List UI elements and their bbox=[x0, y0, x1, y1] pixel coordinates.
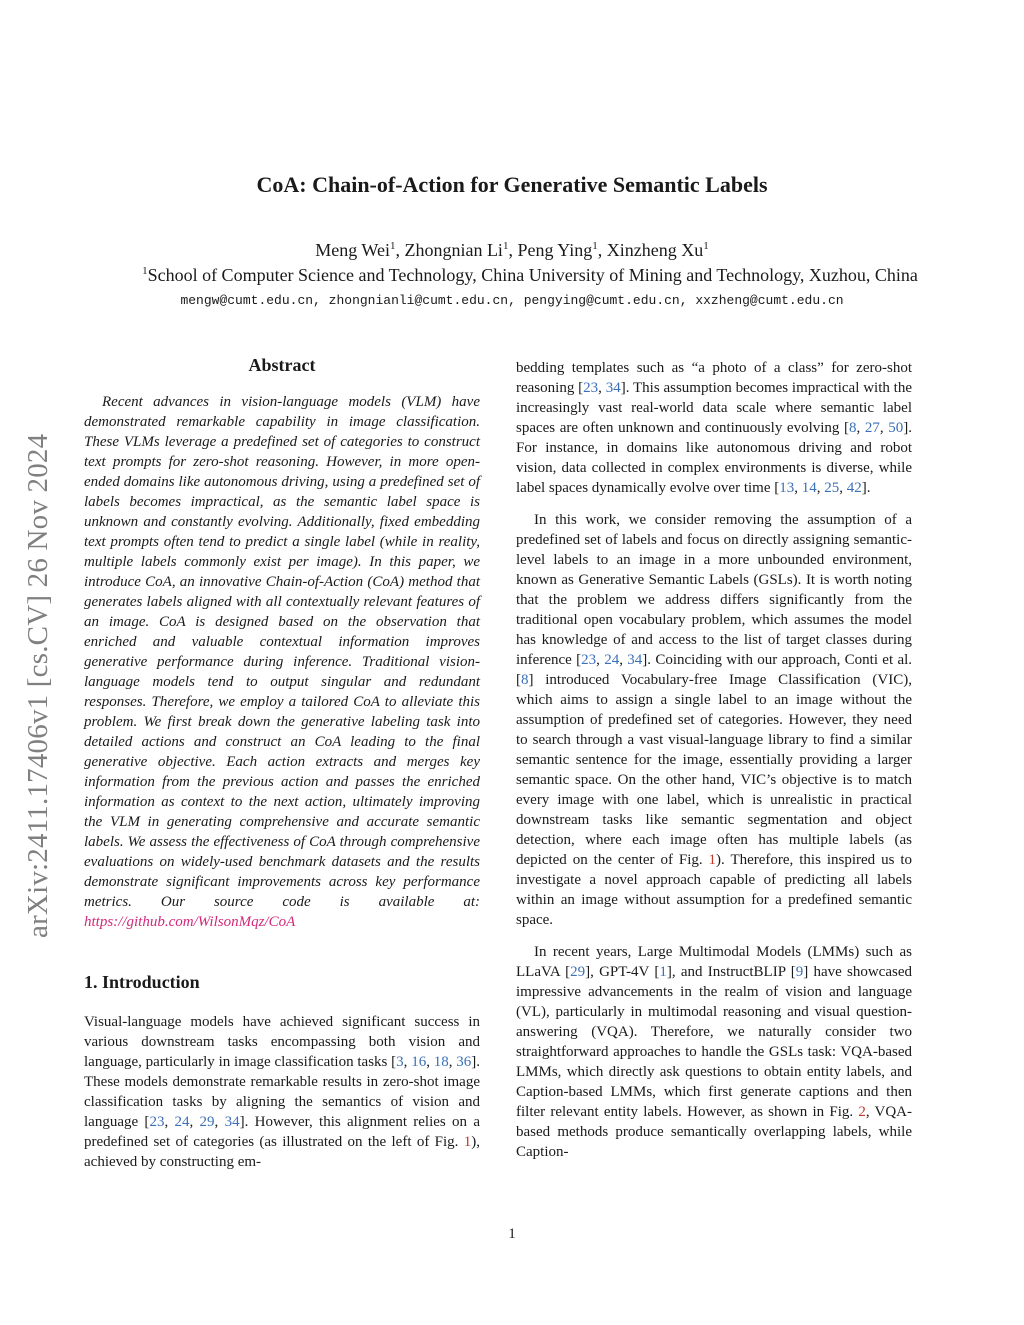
paragraph-text: ), achieved by constructing em- bbox=[84, 1134, 480, 1170]
intro-paragraph: bedding templates such as “a photo of a class” for zero-shot reasoning [23, 34]. This assumption becomes impractical with the increasingly vast real-world data scale where semantic label spaces are often unknown and continuously evolving [8, 27, 50]. For instance, in domains like autonomous driving and robot vision, data collected in complex environments is diverse, while label spaces dynamically evolve over time [13, 14, 25, 42]. bbox=[516, 360, 913, 496]
citation-link[interactable]: 18 bbox=[433, 1054, 449, 1070]
affiliation-mark: 1 bbox=[142, 265, 148, 277]
citation-link[interactable]: 34 bbox=[605, 380, 621, 396]
affiliation bbox=[0, 265, 1024, 286]
author-affiliation-mark: 1 bbox=[502, 240, 509, 252]
affiliation-text: School of Computer Science and Technology, China University of Mining and Technology, Xuzhou, China bbox=[147, 265, 918, 285]
citation-link[interactable]: 13 bbox=[779, 480, 795, 496]
introduction-heading: 1. Introduction bbox=[84, 972, 200, 992]
citation-link[interactable]: 34 bbox=[627, 652, 643, 668]
paragraph-text: ]. Coinciding with our approach, Conti et al. [ bbox=[516, 652, 913, 688]
citation-link[interactable]: 1 bbox=[659, 964, 667, 980]
abstract-text bbox=[84, 392, 480, 932]
paragraph-text: Visual-language models have achieved significant success in various downstream tasks encompassing both vision and language, particularly in image classification tasks [ bbox=[84, 1014, 480, 1070]
citation-link[interactable]: 50 bbox=[888, 420, 904, 436]
author-affiliation-mark: 1 bbox=[389, 240, 396, 252]
paragraph-text: ]. For instance, in domains like autonomous driving and robot vision, data collected in complex environments is diverse, while label spaces dynamically evolve over time [ bbox=[516, 420, 912, 496]
citation-link[interactable]: 3 bbox=[396, 1054, 404, 1070]
figure-reference-link[interactable]: 1 bbox=[708, 852, 717, 868]
paragraph-text: In recent years, Large Multimodal Models (LMMs) such as LLaVA [ bbox=[516, 944, 912, 980]
citation-link[interactable]: 27 bbox=[864, 420, 880, 436]
left-column bbox=[84, 352, 480, 1172]
paragraph-text: ]. This assumption becomes impractical with the increasingly vast real-world data scale where semantic label spaces are often unknown and continuously evolving [ bbox=[516, 380, 913, 436]
figure-reference-link[interactable]: 2 bbox=[858, 1104, 866, 1120]
citation-link[interactable]: 8 bbox=[521, 672, 529, 688]
paragraph-text: ] have showcased impressive advancements in the realm of vision and language (VL), particularly in multimodal reasoning and visual question-answering (VQA). Therefore, we naturally consider two straightforward approaches to handle the GSLs task: VQA-based LMMs, which directly ask questions to obtain entity labels, and Caption-based LMMs, which first generate captions and then filter relevant entity labels. However, as shown in Fig. bbox=[516, 964, 912, 1120]
right-column bbox=[516, 358, 912, 1162]
intro-paragraph bbox=[516, 942, 912, 1162]
paragraph-text: ], and InstructBLIP [ bbox=[666, 964, 796, 980]
paragraph-text: ). Therefore, this inspired us to investigate a novel approach capable of predicting all labels within an image without assumption for a predefined semantic space. bbox=[516, 852, 912, 928]
citation-link[interactable]: 36 bbox=[456, 1054, 472, 1070]
paragraph-gap bbox=[516, 930, 912, 942]
paragraph-text: ] introduced Vocabulary-free Image Classification (VIC), which aims to assign a single label to an image without the assumption of predefined set of categories. However, they need to search through a vast visual-language library to find a similar semantic sentence for the image, essentially providing a larger semantic space. On the other hand, VIC’s objective is to match every image with one label, which is unrealistic in practical downstream tasks like semantic segmentation and object detection, where each image often has multiple labels (as depicted on the center of Fig. bbox=[516, 672, 912, 868]
author-emails: mengw@cumt.edu.cn, zhongnianli@cumt.edu.cn, pengying@cumt.edu.cn, xxzheng@cumt.edu.cn bbox=[180, 293, 844, 308]
citation-link[interactable]: 29 bbox=[199, 1114, 215, 1130]
paragraph-text: In this work, we consider removing the assumption of a predefined set of labels and focus on directly assigning semantic-level labels to an image in a more unbounded environment, known as Generative Semantic Labels (GSLs). It is worth noting that the problem we address differs significantly from the traditional open vocabulary problem, which assumes the model has knowledge of and access to the list of target classes during inference [ bbox=[516, 512, 912, 668]
figure-reference-link[interactable]: 1 bbox=[463, 1134, 472, 1150]
source-code-link[interactable]: https://github.com/WilsonMqz/CoA bbox=[84, 914, 296, 930]
author-affiliation-mark: 1 bbox=[703, 240, 709, 252]
abstract-body: Recent advances in vision-language models (VLM) have demonstrated remarkable capability in image classification. These VLMs leverage a predefined set of categories to construct text prompts for zero-shot reasoning. However, in more open-ended domains like autonomous driving, using a predefined set of labels becomes impractical, as the semantic label space is unknown and constantly evolving. Additionally, fixed embedding text prompts often tend to predict a single label (while in reality, multiple labels commonly exist per image). In this paper, we introduce CoA, an innovative Chain-of-Action (CoA) method that generates labels aligned with all contextually relevant features of an image. CoA is designed based on the observation that enriched and valuable contextual information improves generative performance during inference. Traditional vision-language models tend to output singular and redundant responses. Therefore, we employ a tailored CoA to alleviate this problem. We first break down the generative labeling task into detailed actions and construct an CoA leading to the final generative objective. Each action extracts and merges key information from the previous action and passes the enriched information as context to the next action, ultimately improving the VLM in generating comprehensive and accurate semantic labels. We assess the effectiveness of CoA through comprehensive evaluations on widely-used benchmark datasets and the results demonstrate significant improvements across key performance metrics. Our source code is available at: bbox=[84, 394, 480, 910]
paragraph-gap bbox=[516, 498, 912, 510]
author-name: Peng Ying bbox=[517, 240, 593, 260]
paragraph-text: bedding templates such as “a photo of a class” for zero-shot reasoning [ bbox=[516, 360, 912, 396]
page-number: 1 bbox=[508, 1226, 516, 1242]
author-list: Meng Wei$^1$, Zhongnian Li$^1$, Peng Ying$^1$, Xinzheng Xu$^1$ bbox=[315, 240, 709, 260]
author-affiliation-mark: 1 bbox=[592, 240, 598, 252]
paragraph-text: ], GPT-4V [ bbox=[585, 964, 660, 980]
intro-paragraph: In this work, we consider removing the assumption of a predefined set of labels and focus on directly assigning semantic-level labels to an image in a more unbounded environment, known as Generative Semantic Labels (GSLs). It is worth noting that the problem we address differs significantly from the traditional open vocabulary problem, which assumes the model has knowledge of and access to the list of target classes during inference [23, 24, 34]. Coinciding with our approach, Conti et al. [8] introduced Vocabulary-free Image Classification (VIC), which aims to assign a single label to an image without the assumption of predefined set of categories. However, they need to search through a vast visual-language library to find a similar semantic sentence for the image, essentially providing a larger semantic space. On the other hand, VIC’s objective is to match every image with one label, which is unrealistic in practical downstream tasks like semantic segmentation and object detection, where each image often has multiple labels (as depicted on the center of Fig. 1). Therefore, this inspired us to investigate a novel approach capable of predicting all labels within an image without assumption for a predefined semantic space. bbox=[516, 512, 913, 928]
paragraph-text: ]. bbox=[861, 480, 871, 496]
citation-link[interactable]: 24 bbox=[174, 1114, 190, 1130]
paper-title: CoA: Chain-of-Action for Generative Semantic Labels bbox=[256, 172, 768, 197]
author-name: Zhongnian Li bbox=[404, 240, 503, 260]
arxiv-identifier: arXiv:2411.17406v1 [cs.CV] 26 Nov 2024 bbox=[22, 433, 54, 938]
citation-link[interactable]: 23 bbox=[149, 1114, 165, 1130]
author-name: Meng Wei bbox=[315, 240, 390, 260]
citation-link[interactable]: 24 bbox=[604, 652, 620, 668]
citation-link[interactable]: 14 bbox=[801, 480, 817, 496]
paragraph-text: ]. These models demonstrate remarkable results in zero-shot image classification tasks by aligning the semantics of vision and language [ bbox=[84, 1054, 480, 1130]
intro-paragraph: Visual-language models have achieved significant success in various downstream tasks encompassing both vision and language, particularly in image classification tasks [3, 16, 18, 36]. These models demonstrate remarkable results in zero-shot image classification tasks by aligning the semantics of vision and language [23, 24, 29, 34]. However, this alignment relies on a predefined set of categories (as illustrated on the left of Fig. 1), achieved by constructing em- bbox=[84, 1014, 481, 1170]
citation-link[interactable]: 42 bbox=[846, 480, 862, 496]
citation-link[interactable]: 23 bbox=[581, 652, 597, 668]
citation-link[interactable]: 8 bbox=[849, 420, 857, 436]
author-name: Xinzheng Xu bbox=[606, 240, 704, 260]
paragraph-text: , VQA-based methods produce semantically overlapping labels, while Caption- bbox=[516, 1104, 912, 1160]
citation-link[interactable]: 16 bbox=[411, 1054, 427, 1070]
abstract-heading: Abstract bbox=[248, 355, 316, 375]
citation-link[interactable]: 25 bbox=[824, 480, 840, 496]
citation-link[interactable]: 34 bbox=[224, 1114, 240, 1130]
citation-link[interactable]: 29 bbox=[570, 964, 586, 980]
paragraph-text: ]. However, this alignment relies on a predefined set of categories (as illustrated on the left of Fig. bbox=[84, 1114, 481, 1150]
citation-link[interactable]: 9 bbox=[795, 964, 804, 980]
citation-link[interactable]: 23 bbox=[583, 380, 599, 396]
